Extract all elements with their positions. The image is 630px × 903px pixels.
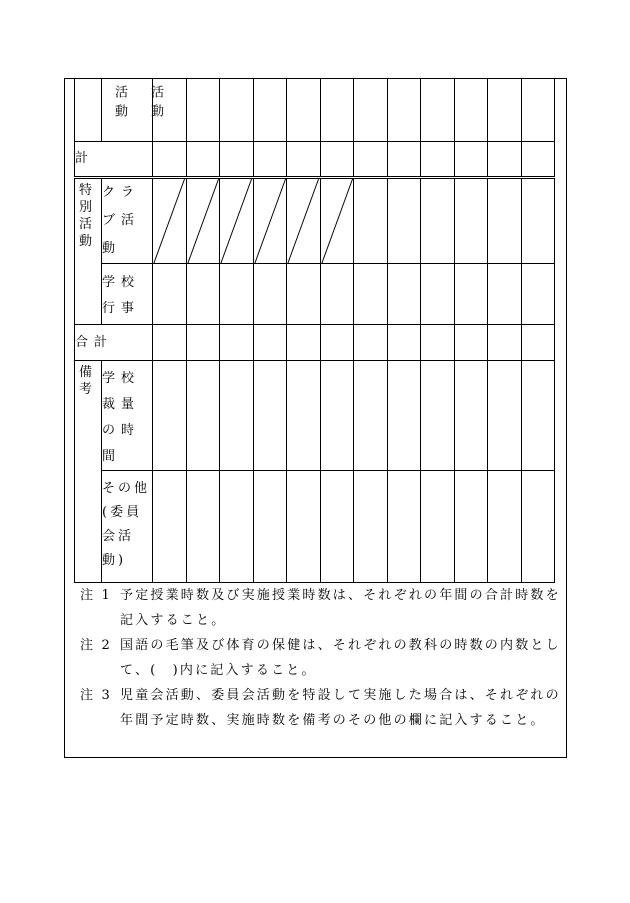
data-cell[interactable] — [287, 79, 321, 142]
data-cell[interactable] — [253, 264, 287, 325]
data-cell[interactable] — [454, 264, 488, 325]
hours-table — [74, 78, 555, 583]
data-cell[interactable] — [253, 471, 287, 583]
data-cell[interactable] — [387, 361, 421, 471]
data-cell[interactable] — [253, 325, 287, 361]
data-cell[interactable] — [521, 142, 555, 178]
slashed-cell — [186, 178, 220, 264]
data-cell[interactable] — [488, 361, 522, 471]
data-cell[interactable] — [454, 325, 488, 361]
notes-section — [80, 583, 562, 733]
data-cell[interactable] — [220, 264, 254, 325]
data-cell[interactable] — [320, 471, 354, 583]
row-label-katsudo — [102, 79, 163, 142]
data-cell[interactable] — [421, 178, 455, 264]
data-cell[interactable] — [454, 142, 488, 178]
biko-label: 備考 — [79, 365, 93, 397]
table-row — [75, 178, 555, 264]
row-label-gakko-gyoji: 学校行事 — [102, 264, 153, 325]
data-cell[interactable] — [421, 79, 455, 142]
row-label-biko — [75, 361, 102, 583]
data-cell[interactable] — [220, 142, 254, 178]
data-cell[interactable] — [421, 142, 455, 178]
data-cell[interactable] — [387, 142, 421, 178]
note-number: 注 2 — [80, 638, 113, 653]
data-cell[interactable] — [320, 361, 354, 471]
note-text: 国語の毛筆及び体育の保健は、それぞれの教科の時数の内数として、( )内に記入すること。 — [120, 638, 561, 678]
data-cell[interactable] — [421, 264, 455, 325]
data-cell[interactable] — [153, 264, 187, 325]
data-cell[interactable] — [421, 361, 455, 471]
table-row — [75, 142, 555, 178]
row-label-kei: 計 — [75, 142, 153, 178]
data-cell[interactable] — [521, 264, 555, 325]
data-cell[interactable] — [454, 471, 488, 583]
data-cell[interactable] — [220, 325, 254, 361]
data-cell[interactable] — [354, 79, 388, 142]
slashed-cell — [287, 178, 321, 264]
data-cell[interactable] — [253, 142, 287, 178]
data-cell[interactable] — [521, 178, 555, 264]
note-number: 注 3 — [80, 688, 113, 703]
data-cell[interactable] — [354, 471, 388, 583]
data-cell[interactable] — [387, 264, 421, 325]
note-text: 児童会活動、委員会活動を特設して実施した場合は、それぞれの年間予定時数、実施時数を備考のその他の欄に記入すること。 — [120, 688, 561, 728]
row-label-club: クラブ活動 — [102, 178, 153, 264]
data-cell[interactable] — [521, 325, 555, 361]
note-item — [80, 683, 562, 733]
blank-cell — [75, 79, 102, 142]
data-cell[interactable] — [253, 361, 287, 471]
data-cell[interactable] — [186, 471, 220, 583]
data-cell[interactable] — [354, 325, 388, 361]
note-item — [80, 583, 562, 633]
data-cell[interactable] — [320, 142, 354, 178]
data-cell[interactable] — [220, 361, 254, 471]
row-label-tokubetsu — [75, 178, 102, 325]
table-row — [75, 79, 555, 142]
note-text: 予定授業時数及び実施授業時数は、それぞれの年間の合計時数を記入すること。 — [120, 588, 561, 628]
table-row — [75, 264, 555, 325]
data-cell[interactable] — [488, 178, 522, 264]
tokubetsu-label: 特別活動 — [79, 183, 93, 249]
data-cell[interactable] — [320, 79, 354, 142]
data-cell[interactable] — [387, 471, 421, 583]
data-cell[interactable] — [287, 142, 321, 178]
data-cell[interactable] — [421, 325, 455, 361]
data-cell[interactable] — [387, 178, 421, 264]
row-label-goukei: 合計 — [75, 325, 153, 361]
slashed-cell — [253, 178, 287, 264]
data-cell[interactable] — [521, 361, 555, 471]
table-row — [75, 471, 555, 583]
data-cell[interactable] — [387, 325, 421, 361]
data-cell[interactable] — [521, 471, 555, 583]
data-cell[interactable] — [454, 178, 488, 264]
data-cell[interactable] — [454, 79, 488, 142]
data-cell[interactable] — [488, 142, 522, 178]
data-cell[interactable] — [186, 325, 220, 361]
data-cell[interactable] — [488, 264, 522, 325]
katsudo-label-a: 活動 — [112, 85, 127, 123]
data-cell[interactable] — [354, 142, 388, 178]
slashed-cell — [153, 178, 187, 264]
data-cell[interactable] — [488, 325, 522, 361]
row-label-sonota: その他(委員会活動) — [102, 471, 153, 583]
table-row — [75, 361, 555, 471]
katsudo-label-b: 活動 — [148, 85, 163, 123]
data-cell[interactable] — [454, 361, 488, 471]
data-cell[interactable] — [287, 264, 321, 325]
data-cell[interactable] — [320, 325, 354, 361]
data-cell[interactable] — [488, 471, 522, 583]
data-cell[interactable] — [186, 361, 220, 471]
data-cell[interactable] — [488, 79, 522, 142]
data-cell[interactable] — [387, 79, 421, 142]
data-cell[interactable] — [253, 79, 287, 142]
data-cell[interactable] — [220, 79, 254, 142]
data-cell[interactable] — [421, 471, 455, 583]
data-cell[interactable] — [287, 325, 321, 361]
data-cell[interactable] — [153, 325, 187, 361]
data-cell[interactable] — [287, 361, 321, 471]
data-cell[interactable] — [220, 471, 254, 583]
data-cell[interactable] — [354, 361, 388, 471]
row-label-gakko-sairyo: 学校裁量の時間 — [102, 361, 153, 471]
slashed-cell — [220, 178, 254, 264]
data-cell[interactable] — [153, 471, 187, 583]
note-number: 注 1 — [80, 588, 113, 603]
slashed-cell — [320, 178, 354, 264]
data-cell[interactable] — [287, 471, 321, 583]
data-cell[interactable] — [153, 142, 187, 178]
data-cell[interactable] — [521, 79, 555, 142]
data-cell[interactable] — [320, 264, 354, 325]
table-row — [75, 325, 555, 361]
data-cell[interactable] — [354, 264, 388, 325]
note-item — [80, 633, 562, 683]
data-cell[interactable] — [186, 79, 220, 142]
data-cell[interactable] — [186, 264, 220, 325]
data-cell[interactable] — [153, 361, 187, 471]
data-cell[interactable] — [354, 178, 388, 264]
data-cell[interactable] — [186, 142, 220, 178]
